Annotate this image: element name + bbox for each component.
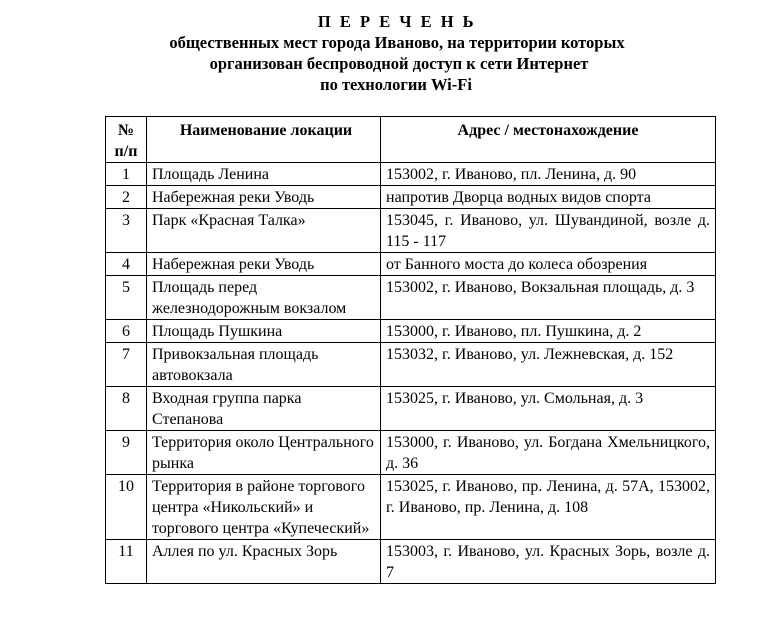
table-row — [106, 253, 716, 276]
table-row — [106, 209, 716, 253]
row-number: 10 — [106, 475, 147, 540]
row-number: 4 — [106, 253, 147, 276]
row-location: Площадь Пушкина — [147, 320, 381, 343]
row-location: Площадь перед железнодорожным вокзалом — [147, 276, 381, 320]
row-location: Площадь Ленина — [147, 163, 381, 186]
table-row — [106, 343, 716, 387]
row-location: Привокзальная площадь автовокзала — [147, 343, 381, 387]
table-row — [106, 186, 716, 209]
row-address: напротив Дворца водных видов спорта — [381, 186, 716, 209]
row-location: Набережная реки Уводь — [147, 186, 381, 209]
row-address: 153003, г. Иваново, ул. Красных Зорь, возле д. 7 — [381, 540, 716, 584]
column-header-address: Адрес / местонахождение — [381, 117, 716, 163]
row-address: 153000, г. Иваново, ул. Богдана Хмельницкого, д. 36 — [381, 431, 716, 475]
row-address: 153002, г. Иваново, Вокзальная площадь, д. 3 — [381, 276, 716, 320]
row-location: Территория около Центрального рынка — [147, 431, 381, 475]
row-number: 11 — [106, 540, 147, 584]
column-header-number-abbr: п/п — [114, 143, 138, 160]
document-subtitle-line-1: общественных мест города Иваново, на территории которых — [169, 33, 625, 52]
table-row — [106, 320, 716, 343]
row-number: 7 — [106, 343, 147, 387]
row-address: 153025, г. Иваново, ул. Смольная, д. 3 — [381, 387, 716, 431]
table-row — [106, 431, 716, 475]
row-number: 8 — [106, 387, 147, 431]
table-row — [106, 163, 716, 186]
row-location: Парк «Красная Талка» — [147, 209, 381, 253]
row-number: 9 — [106, 431, 147, 475]
row-number: 5 — [106, 276, 147, 320]
table-row — [106, 540, 716, 584]
row-address: 153045, г. Иваново, ул. Шувандиной, возле д. 115 - 117 — [381, 209, 716, 253]
row-location: Территория в районе торгового центра «Никольский» и торгового центра «Купеческий» — [147, 475, 381, 540]
row-address: 153025, г. Иваново, пр. Ленина, д. 57А, 153002, г. Иваново, пр. Ленина, д. 108 — [381, 475, 716, 540]
row-number: 6 — [106, 320, 147, 343]
row-location: Набережная реки Уводь — [147, 253, 381, 276]
table-row — [106, 387, 716, 431]
document-header — [0, 11, 780, 95]
document-subtitle-line-3: по технологии Wi-Fi — [320, 75, 472, 94]
wifi-locations-table — [105, 116, 716, 584]
row-address: 153002, г. Иваново, пл. Ленина, д. 90 — [381, 163, 716, 186]
row-location: Входная группа парка Степанова — [147, 387, 381, 431]
row-number: 1 — [106, 163, 147, 186]
row-number: 3 — [106, 209, 147, 253]
table-row — [106, 475, 716, 540]
table-header-row — [106, 117, 716, 163]
document-subtitle-line-2: организован беспроводной доступ к сети Интернет — [209, 54, 589, 73]
row-address: 153032, г. Иваново, ул. Лежневская, д. 152 — [381, 343, 716, 387]
column-header-number — [106, 117, 147, 163]
column-header-location: Наименование локации — [147, 117, 381, 163]
column-header-number-sign: № — [117, 122, 135, 139]
row-address: от Банного моста до колеса обозрения — [381, 253, 716, 276]
table-row — [106, 276, 716, 320]
row-address: 153000, г. Иваново, пл. Пушкина, д. 2 — [381, 320, 716, 343]
document-title: П Е Р Е Ч Е Н Ь — [317, 12, 477, 31]
row-number: 2 — [106, 186, 147, 209]
row-location: Аллея по ул. Красных Зорь — [147, 540, 381, 584]
